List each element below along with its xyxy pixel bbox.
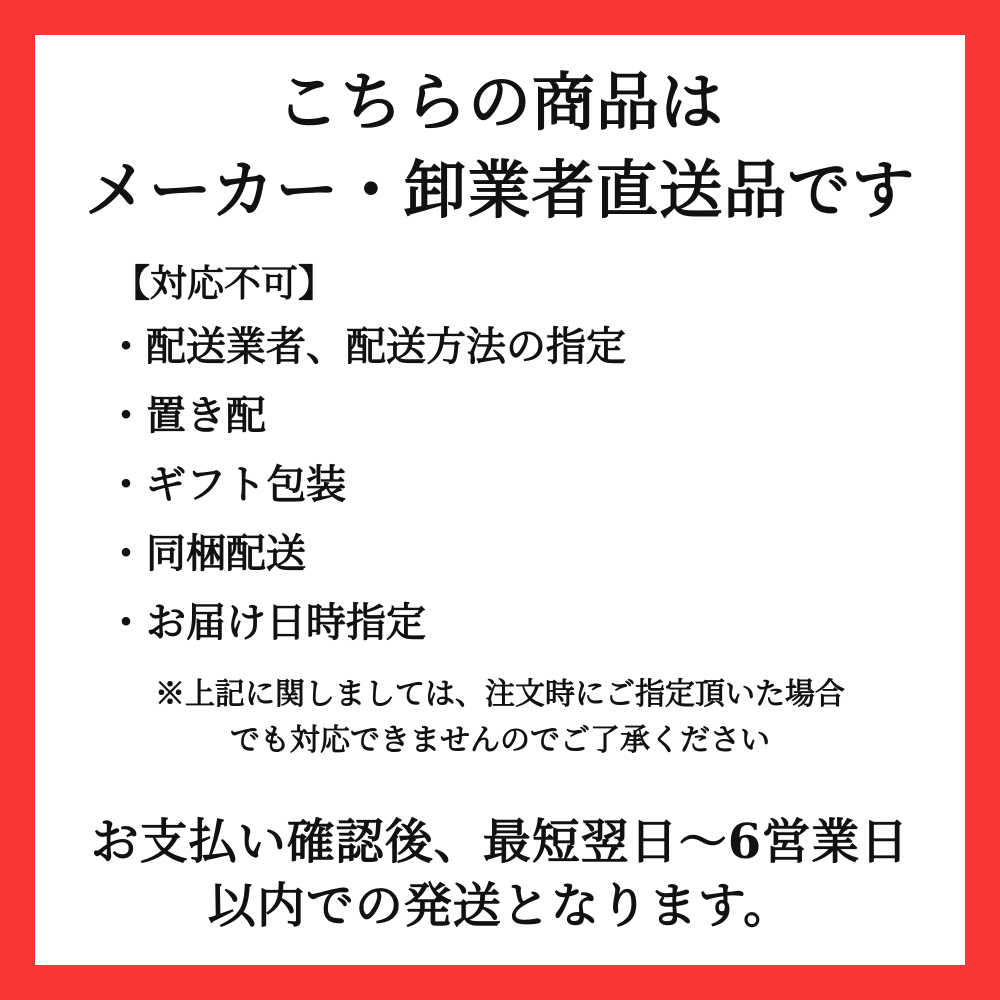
page-title [35, 58, 965, 234]
restriction-item: ・置き配 [106, 392, 266, 439]
title-line-2: メーカー・卸業者直送品です [84, 153, 916, 227]
restrictions-list [106, 312, 965, 657]
shipping-line-2: 以内での発送となります。 [207, 878, 793, 934]
restriction-item: ・お届け日時指定 [106, 599, 426, 646]
note-line-1: ※上記に関しましては、注文時にご指定頂いた場合 [155, 677, 845, 712]
notice-content [35, 58, 965, 988]
restrictions-heading: 【対応不可】 [113, 261, 335, 305]
title-line-1: こちらの商品は [276, 65, 724, 139]
shipping-statement [35, 810, 965, 938]
restriction-item: ・同梱配送 [106, 530, 306, 577]
restriction-item: ・ギフト包装 [106, 461, 346, 508]
restriction-item: ・配送業者、配送方法の指定 [106, 323, 626, 370]
note-line-2: でも対応できませんのでご了承ください [230, 723, 770, 758]
shipping-line-1: お支払い確認後、最短翌日〜6営業日 [90, 814, 910, 870]
restrictions-note [35, 672, 965, 764]
